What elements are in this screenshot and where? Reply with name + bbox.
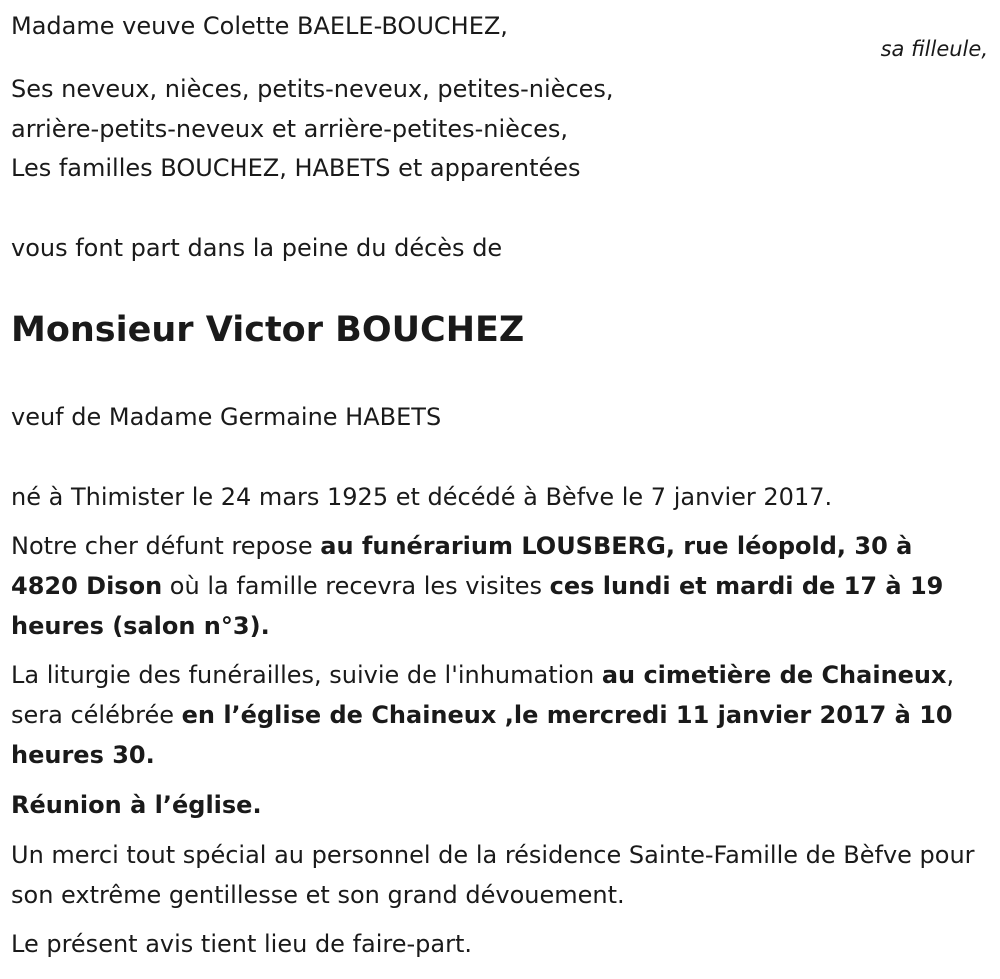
meeting-line: Réunion à l’église. [11, 791, 262, 819]
widow-of-line: veuf de Madame Germaine HABETS [11, 403, 442, 431]
family-line: Ses neveux, nièces, petits-neveux, petites-nièces, [11, 75, 614, 103]
cemetery-name: au cimetière de Chaineux [601, 661, 947, 689]
repose-paragraph [11, 526, 986, 646]
closing-line: Le présent avis tient lieu de faire-part. [11, 930, 473, 958]
family-line: Les familles BOUCHEZ, HABETS et apparentées [11, 154, 581, 182]
thanks-paragraph: Un merci tout spécial au personnel de la résidence Sainte-Famille de Bèfve pour son extrême gentillesse et son grand dévouement. [11, 841, 975, 909]
liturgy-text-2: , sera célébrée [11, 661, 955, 729]
intro-line: vous font part dans la peine du décès de [11, 234, 503, 262]
repose-text-1: Notre cher défunt repose [11, 532, 321, 560]
funerarium-address: au funérarium LOUSBERG, rue léopold, 30 à 4820 Dison [11, 532, 913, 600]
birth-death-line: né à Thimister le 24 mars 1925 et décédé à Bèfve le 7 janvier 2017. [11, 483, 833, 511]
family-line: arrière-petits-neveux et arrière-petites-nièces, [11, 115, 569, 143]
announcer-line: Madame veuve Colette BAELE-BOUCHEZ, [11, 12, 508, 40]
deceased-name: Monsieur Victor BOUCHEZ [11, 310, 525, 350]
repose-text-2: où la famille recevra les visites [162, 572, 550, 600]
liturgy-text-1: La liturgie des funérailles, suivie de l'inhumation [11, 661, 602, 689]
role-note: sa filleule, [880, 37, 988, 61]
liturgy-paragraph [11, 655, 986, 775]
ceremony-details: en l’église de Chaineux ,le mercredi 11 janvier 2017 à 10 heures 30. [11, 701, 953, 769]
visiting-hours: ces lundi et mardi de 17 à 19 heures (salon n°3). [11, 572, 944, 640]
